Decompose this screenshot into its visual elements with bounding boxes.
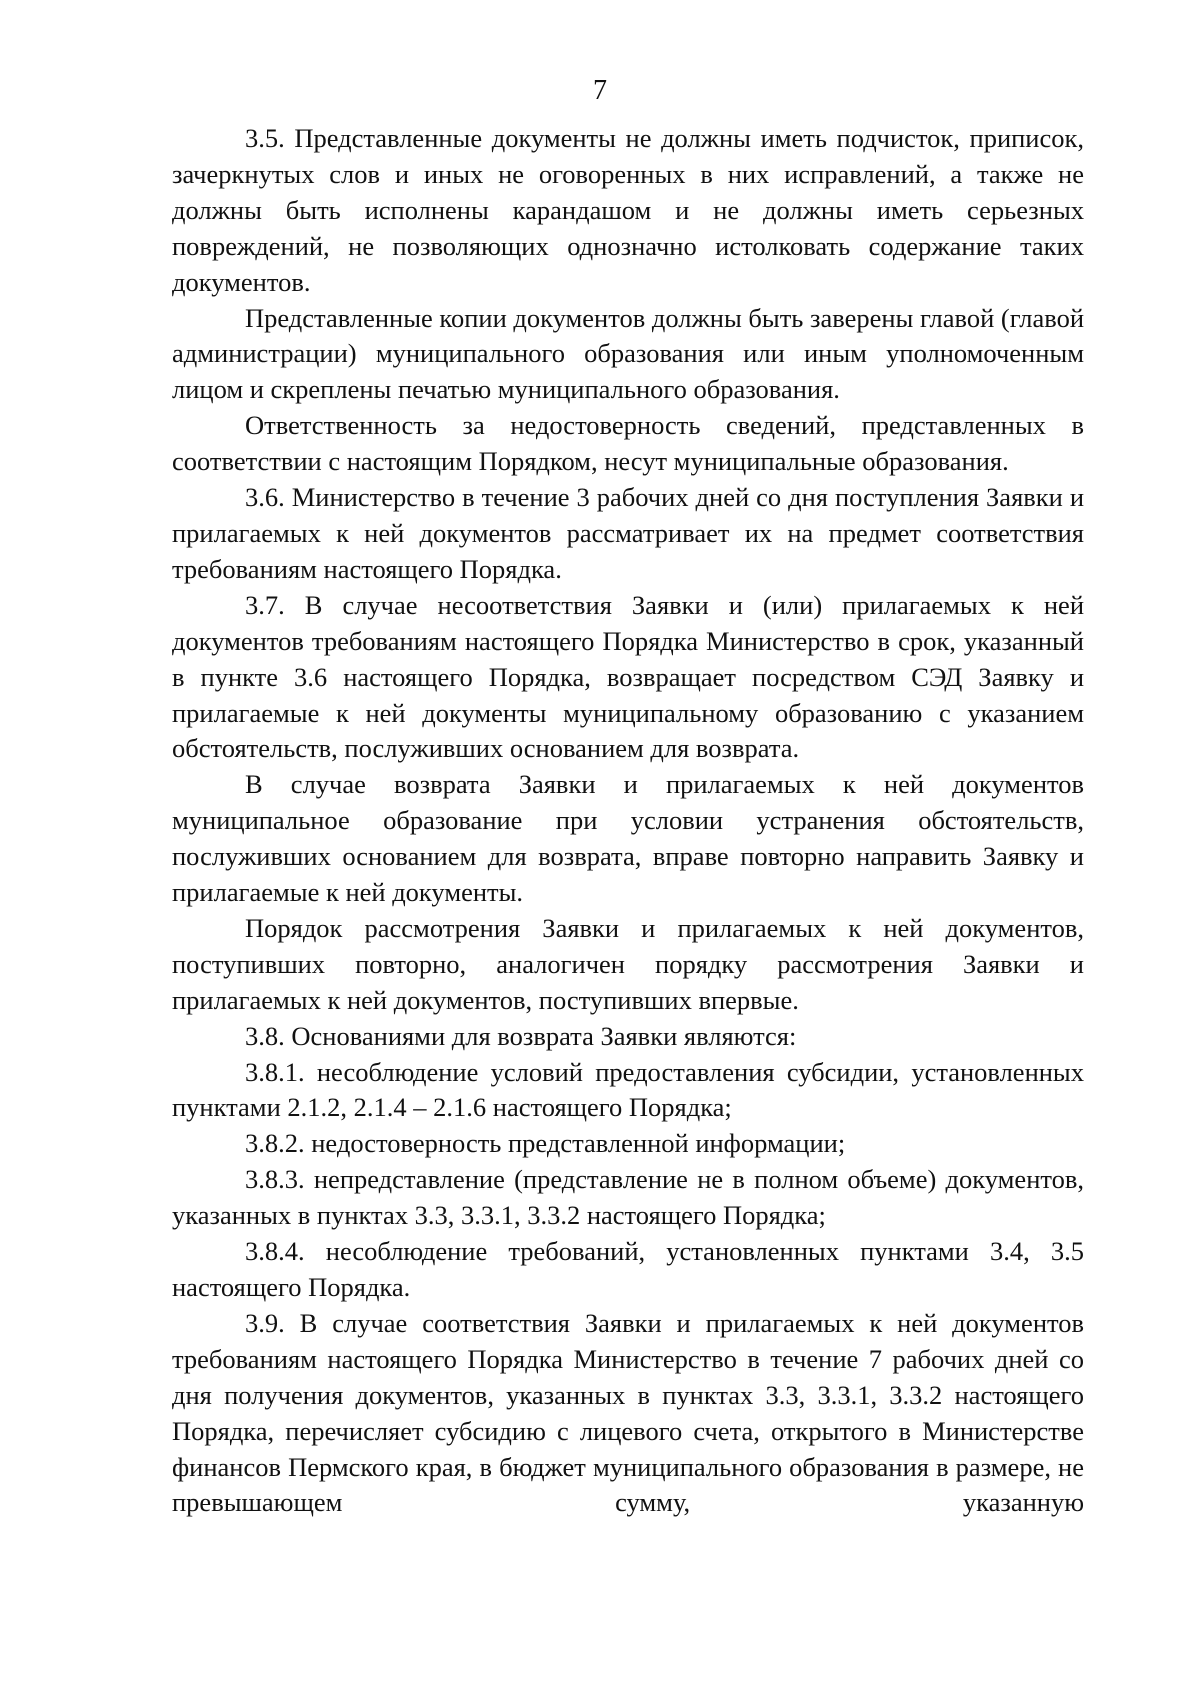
paragraph-responsibility: Ответственность за недостоверность сведений, представленных в соответствии с настоящим Порядком, несут муниципальные образования. bbox=[172, 410, 1084, 477]
page-number: 7 bbox=[593, 75, 607, 106]
paragraph-3-8-2: 3.8.2. недостоверность представленной информации; bbox=[245, 1128, 846, 1159]
paragraph-3-9: 3.9. В случае соответствия Заявки и прилагаемых к ней документов требованиям настоящего Порядка Министерство в течение 7 рабочих дней со дня получения документов, указанных в пунктах 3.3, 3.3.1, 3.3.2 настоящего Порядка, перечисляет субсидию с лицевого счета, открытого в Министерстве финансов Пермского края, в бюджет муниципального образования в размере, не превышающем сумму, указанную bbox=[172, 1307, 1084, 1518]
paragraph-3-8: 3.8. Основаниями для возврата Заявки являются: bbox=[245, 1020, 797, 1051]
paragraph-copies-certification: Представленные копии документов должны быть заверены главой (главой администрации) муниципального образования или иным уполномоченным лицом и скреплены печатью муниципального образования. bbox=[172, 302, 1084, 405]
paragraph-3-6: 3.6. Министерство в течение 3 рабочих дней со дня поступления Заявки и прилагаемых к ней документов рассматривает их на предмет соответствия требованиям настоящего Порядка. bbox=[172, 482, 1084, 584]
document-body bbox=[172, 121, 1084, 1521]
paragraph-return-case: В случае возврата Заявки и прилагаемых к ней документов муниципальное образование при условии устранения обстоятельств, послуживших основанием для возврата, вправе повторно направить Заявку и прилагаемые к ней документы. bbox=[172, 769, 1084, 908]
paragraph-3-8-4: 3.8.4. несоблюдение требований, установленных пунктами 3.4, 3.5 настоящего Порядка. bbox=[172, 1236, 1084, 1302]
paragraph-3-8-1: 3.8.1. несоблюдение условий предоставления субсидии, установленных пунктами 2.1.2, 2.1.4 – 2.1.6 настоящего Порядка; bbox=[172, 1056, 1084, 1123]
paragraph-review-procedure: Порядок рассмотрения Заявки и прилагаемых к ней документов, поступивших повторно, аналогичен порядку рассмотрения Заявки и прилагаемых к ней документов, поступивших впервые. bbox=[172, 912, 1084, 1015]
paragraph-3-7: 3.7. В случае несоответствия Заявки и (или) прилагаемых к ней документов требованиям настоящего Порядка Министерство в срок, указанный в пункте 3.6 настоящего Порядка, возвращает посредством СЭД Заявку и прилагаемые к ней документы муниципальному образованию с указанием обстоятельств, послуживших основанием для возврата. bbox=[172, 589, 1084, 764]
paragraph-3-5: 3.5. Представленные документы не должны иметь подчисток, приписок, зачеркнутых слов и иных не оговоренных в них исправлений, а также не должны быть исполнены карандашом и не должны иметь серьезных повреждений, не позволяющих однозначно истолковать содержание таких документов. bbox=[172, 123, 1084, 297]
paragraph-3-8-3: 3.8.3. непредставление (представление не в полном объеме) документов, указанных в пунктах 3.3, 3.3.1, 3.3.2 настоящего Порядка; bbox=[172, 1164, 1084, 1231]
